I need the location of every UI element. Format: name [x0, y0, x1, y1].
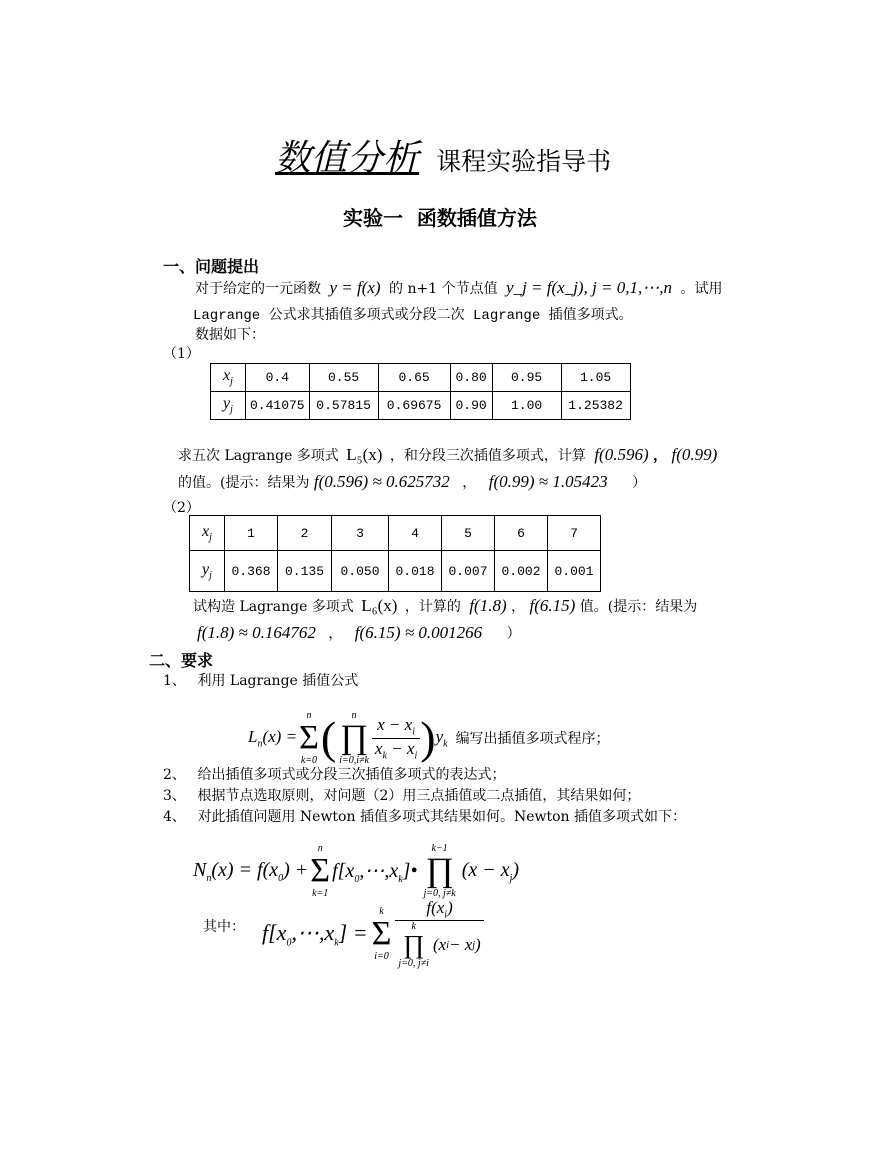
data-table-2	[189, 515, 601, 592]
table-row	[190, 551, 601, 592]
table-cell: 0.007	[442, 551, 495, 592]
req-text: 根据节点选取原则，对问题（2）用三点插值或二点插值，其结果如何；	[197, 788, 641, 804]
result-f-18: f(1.8) ≈ 0.164762	[197, 623, 316, 642]
task2-text-a: 试构造 Lagrange 多项式	[193, 599, 354, 615]
title-main: 数值分析	[275, 138, 420, 178]
result-f-615: f(6.15) ≈ 0.001266	[354, 623, 483, 642]
problem-line1	[195, 278, 722, 298]
task1-text-a: 求五次 Lagrange 多项式	[178, 448, 339, 464]
table-cell: 0.4	[246, 364, 310, 392]
table-cell: 0.80	[450, 364, 492, 392]
newton-formula: $N_n(x) = f(x_0)$ + n Σ k=1 $f[x_0,\cdots,x_k]•$ k−1 ∏ j=0, j≠k $(x - x_j)$	[193, 843, 520, 899]
table-cell: 0.95	[492, 364, 561, 392]
lagrange-suffix: 编写出插值多项式程序；	[455, 731, 610, 747]
x-label: $x_j$	[190, 516, 225, 551]
problem-line2: Lagrange 公式求其插值多项式或分段二次 Lagrange 插值多项式。	[193, 308, 633, 324]
table-cell: 0.41075	[246, 392, 310, 420]
table-cell: 4	[389, 516, 442, 551]
line1-text-a: 对于给定的一元函数	[195, 281, 321, 297]
task1-sep2: ，	[462, 475, 477, 491]
table-cell: 0.65	[378, 364, 450, 392]
function-expr: y = f(x)	[329, 278, 381, 297]
task1-text-c: 的值。(提示：结果为	[178, 475, 310, 491]
line1-text-c: 。试用	[680, 281, 723, 297]
table-cell: 0.001	[548, 551, 601, 592]
table-cell: 0.55	[309, 364, 378, 392]
case1-label: （1）	[163, 346, 200, 362]
title-rest: 课程实验指导书	[436, 147, 612, 176]
table-cell: 0.368	[225, 551, 278, 592]
task2-end: ）	[506, 626, 521, 642]
table-cell: 1.25382	[561, 392, 630, 420]
req-text: 对此插值问题用 Newton 插值多项式其结果如何。Newton 插值多项式如下：	[197, 809, 686, 825]
req-num: 4、	[163, 809, 186, 825]
section2-heading: 二、要求	[149, 651, 214, 670]
result-f-099: f(0.99) ≈ 1.05423	[488, 472, 608, 491]
table-row	[190, 516, 601, 551]
divided-difference-formula: $f[x_0,\cdots,x_k]$ = k Σ i=0 $f(x_i)$ k ∏ j=0, j≠i (x i − x j )	[262, 898, 484, 969]
task2-sep: ，	[511, 599, 526, 615]
req-text: 利用 Lagrange 插值公式	[197, 673, 359, 689]
experiment-title: 实验一 函数插值方法	[343, 206, 537, 230]
req-num: 3、	[163, 788, 186, 804]
problem-line3: 数据如下：	[195, 327, 265, 343]
f-18: f(1.8)	[469, 596, 507, 615]
result-f-0596: f(0.596) ≈ 0.625732	[313, 472, 450, 491]
req-item-4	[163, 806, 686, 826]
case2-label: （2）	[163, 500, 200, 516]
table-cell: 0.90	[450, 392, 492, 420]
data-table-1	[210, 363, 631, 420]
req-item-3	[163, 785, 640, 805]
f-099: f(0.99)	[671, 445, 718, 464]
table-cell: 0.135	[278, 551, 332, 592]
task2-line1	[193, 596, 697, 616]
table-cell: 5	[442, 516, 495, 551]
task1-line2	[178, 472, 646, 492]
table-cell: 0.050	[332, 551, 389, 592]
table-cell: 0.018	[389, 551, 442, 592]
table-cell: 3	[332, 516, 389, 551]
task1-end: ）	[632, 475, 647, 491]
lagrange-formula: $L_n(x)$ = n Σ k=0 ( n ∏ i=0,i≠k $\frac{x - x_i}{x_k - x_i}$ ) $y_k$ 编写出插值多项式程序；	[248, 710, 610, 766]
y-label: $y_j$	[211, 392, 246, 420]
task1-text-b: ，和分段三次插值多项式，计算	[389, 448, 586, 464]
req-num: 1、	[163, 673, 186, 689]
table-row	[211, 364, 631, 392]
req-item-1	[163, 670, 358, 690]
task2-line2	[197, 623, 521, 643]
lagrange-L6: L₆(x)	[361, 596, 398, 615]
nodes-expr: y_j = f(x_j), j = 0,1,⋯,n	[506, 278, 673, 297]
line1-text-b: 的 n+1 个节点值	[389, 281, 498, 297]
table-cell: 0.69675	[378, 392, 450, 420]
task2-sep2: ，	[328, 626, 343, 642]
table-cell: 2	[278, 516, 332, 551]
document-title	[275, 130, 611, 181]
section1-heading: 一、问题提出	[163, 257, 260, 276]
table-cell: 1.00	[492, 392, 561, 420]
f-615: f(6.15)	[529, 596, 576, 615]
req-num: 2、	[163, 767, 186, 783]
table-cell: 6	[495, 516, 548, 551]
table-cell: 0.57815	[309, 392, 378, 420]
where-label: 其中：	[203, 919, 245, 935]
req-text: 给出插值多项式或分段三次插值多项式的表达式；	[197, 767, 506, 783]
task2-text-c: 值。(提示：结果为	[579, 599, 698, 615]
table-cell: 7	[548, 516, 601, 551]
x-label: $x_j$	[211, 364, 246, 392]
table-row	[211, 392, 631, 420]
table-cell: 1	[225, 516, 278, 551]
task1-sep: ，	[653, 448, 668, 464]
y-label: $y_j$	[190, 551, 225, 592]
req-item-2	[163, 764, 505, 784]
table-cell: 0.002	[495, 551, 548, 592]
task2-text-b: ，计算的	[404, 599, 461, 615]
task1-line1	[178, 445, 717, 465]
table-cell: 1.05	[561, 364, 630, 392]
f-0596: f(0.596)	[594, 445, 649, 464]
lagrange-L5: L₅(x)	[346, 445, 383, 464]
